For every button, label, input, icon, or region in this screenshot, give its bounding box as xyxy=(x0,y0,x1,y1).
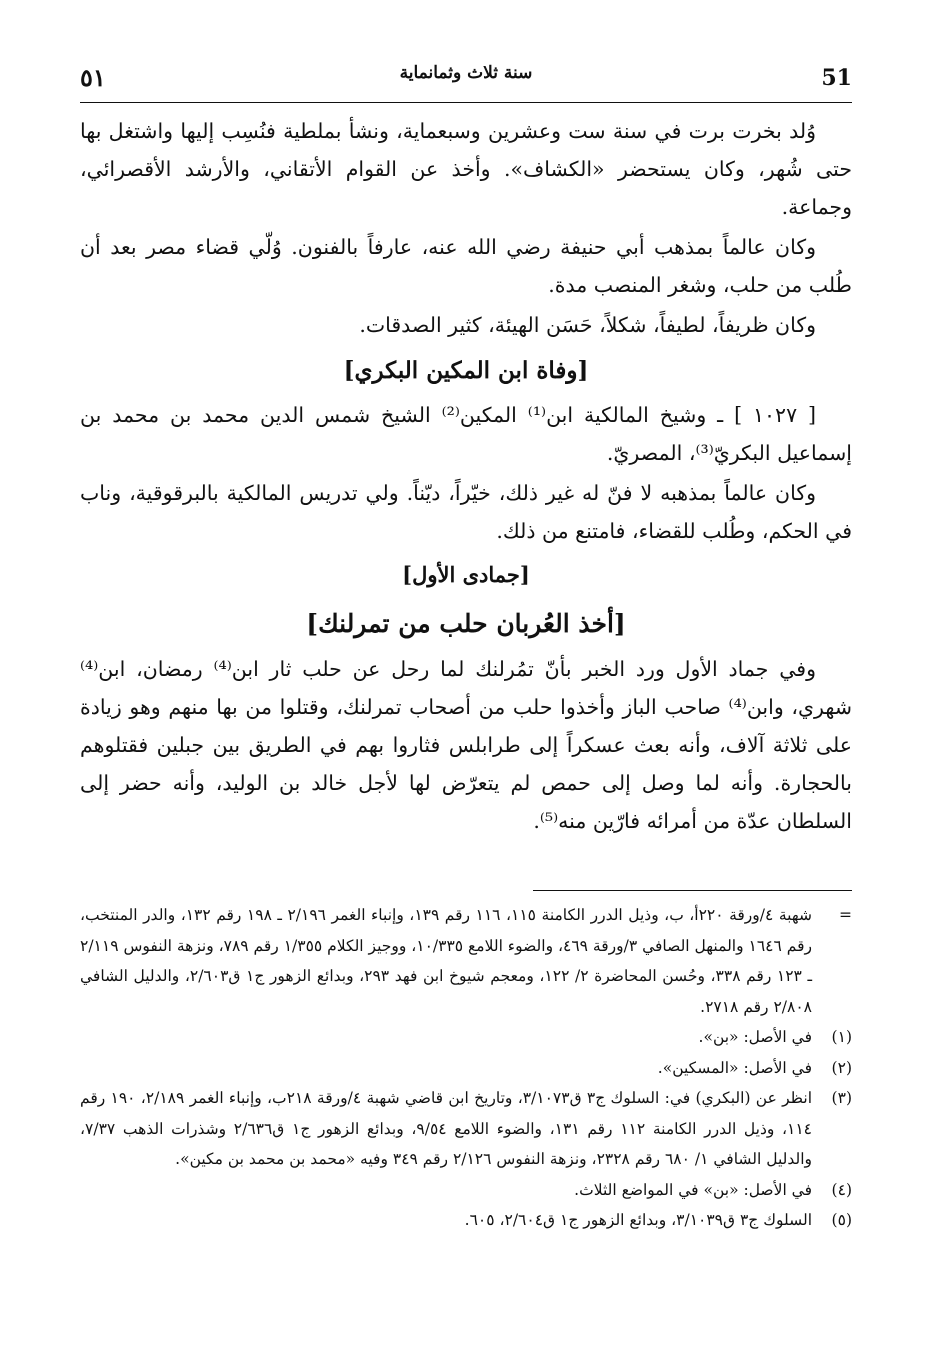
footnote-mark: (٥) xyxy=(831,1211,852,1229)
page-number-latin: 51 xyxy=(821,65,852,91)
footnote-item xyxy=(80,1205,852,1236)
page-number-arabic: ٥١ xyxy=(80,63,106,92)
footnote-text: شهبة ٤/ورقة ٢٢٠أ، ب، وذيل الدرر الكامنة ١١٥، ١١٦ رقم ١٣٩، وإنباء الغمر ٢/١٩٦ ـ ١٩٨ رقم ١٣٢، والدر المنتخب، رقم ١٦٤٦ والمنهل الصافي ٣/ورقة ٤٦٩، والضوء اللامع ١٠/٣٣٥، ووجيز الكلام ١/٣٥٥ رقم ٧٨٩، ونزهة النفوس ٢/١١٩ ـ ١٢٣ رقم ٣٣٨، وحُسن المحاضرة ٢/ ١٢٢، ومعجم شيوخ ابن فهد ٢٩٣، وبدائع الزهور ج١ ق٢/٦٠٣، والدليل الشافي ٢/٨٠٨ رقم ٢٧١٨. xyxy=(80,906,813,1016)
footnote-mark: (٤) xyxy=(831,1180,852,1199)
footnote-continuation xyxy=(80,900,852,1022)
footnote-item xyxy=(80,1175,852,1206)
footnote-item xyxy=(80,1083,852,1175)
running-title: سنة ثلاث وثمانماية xyxy=(399,63,533,83)
footnote-text: انظر عن (البكري) في: السلوك ج٣ ق٣/١٠٧٣، وتاريخ ابن قاضي شهبة ٤/ورقة ٢١٨ب، وإنباء الغمر ٢/١٨٩، ١٩٠ رقم ١١٤، وذيل الدرر الكامنة ١١٢ رقم ١٣١، والضوء اللامع ٩/٥٤، وبدائع الزهور ج١ ق٢/٦٣٦ وشذرات الذهب ٧/٣٧، والدليل الشافي ١/ ٦٨٠ رقم ٢٣٢٨، ونزهة النفوس ٢/١٢٦ رقم ٣٤٩ وفيه «محمد بن محمد بن مكين». xyxy=(80,1089,813,1168)
paragraph-career: وكان عالماً بمذهب أبي حنيفة رضي الله عنه، عارفاً بالفنون. وُلّي قضاء مصر بعد أن طُلب من حلب، وشغر المنصب مدة. xyxy=(80,235,852,297)
footnote-text: في الأصل: «بن». xyxy=(698,1028,812,1046)
section-heading-month: [جمادى الأول] xyxy=(402,562,530,587)
section-heading-aleppo: [أخذ العُربان حلب من تمرلنك] xyxy=(306,609,626,638)
section-heading-death: [وفاة ابن المكين البكري] xyxy=(343,357,589,384)
footnote-mark: (١) xyxy=(831,1028,852,1046)
paragraph-aleppo-news: وفي جماد الأول ورد الخبر بأنّ تمُرلنك لما رحل عن حلب ثار ابن⁽⁴⁾ رمضان، ابن⁽⁴⁾ شهري، وابن⁽⁴⁾ صاحب الباز وأخذوا حلب من أصحاب تمرلنك، وقتلوا من بها منهم وهو زيادة على ثلاثة آلاف، وأنه بعث عسكراً إلى طرابلس فثاروا بهم في الطريق بين جبلين فقتلوهم بالحجارة. وأنه لما وصل إلى حمص لم يتعرّض لها لأجل خالد بن الوليد، وأنه حضر إلى السلطان عدّة من أمرائه فارّين منه⁽⁵⁾. xyxy=(80,657,852,833)
footnote-mark: (٢) xyxy=(831,1058,852,1077)
page-header xyxy=(80,55,852,103)
paragraph-maliki: وكان عالماً بمذهبه لا فنّ له غير ذلك، خيّراً، ديّناً. ولي تدريس المالكية بالبرقوقية، وناب في الحكم، وطُلب للقضاء، فامتنع من ذلك. xyxy=(80,481,852,543)
header-rule xyxy=(80,102,852,103)
footnote-separator xyxy=(533,890,852,891)
footnote-item xyxy=(80,1053,852,1084)
footnote-text: في الأصل: «بن» في المواضع الثلاث. xyxy=(574,1180,812,1199)
footnote-mark: = xyxy=(839,906,852,924)
footnote-item xyxy=(80,1022,852,1053)
footnote-text: في الأصل: «المسكين». xyxy=(657,1058,812,1077)
paragraph-character: وكان ظريفاً، لطيفاً، شكلاً، حَسَن الهيئة، كثير الصدقات. xyxy=(359,313,816,337)
paragraph-entry-1027: [ ١٠٢٧ ] ـ وشيخ المالكية ابن⁽¹⁾ المكين⁽²⁾ الشيخ شمس الدين محمد بن محمد بن إسماعيل البكريّ⁽³⁾، المصريّ. xyxy=(80,403,852,465)
paragraph-birth: وُلد بخرت برت في سنة ست وعشرين وسبعماية، ونشأ بملطية فنُسِب إليها واشتغل بها حتى شُهر، وكان يستحضر «الكشاف». وأخذ عن القوام الأتقاني، والأرشد الأقصرائي، وجماعة. xyxy=(80,119,852,219)
footnotes xyxy=(80,900,852,1236)
main-text xyxy=(80,112,852,840)
footnote-mark: (٣) xyxy=(831,1089,852,1107)
footnote-text: السلوك ج٣ ق٣/١٠٣٩، وبدائع الزهور ج١ ق٢/٦٠٤، ٦٠٥. xyxy=(464,1211,812,1229)
